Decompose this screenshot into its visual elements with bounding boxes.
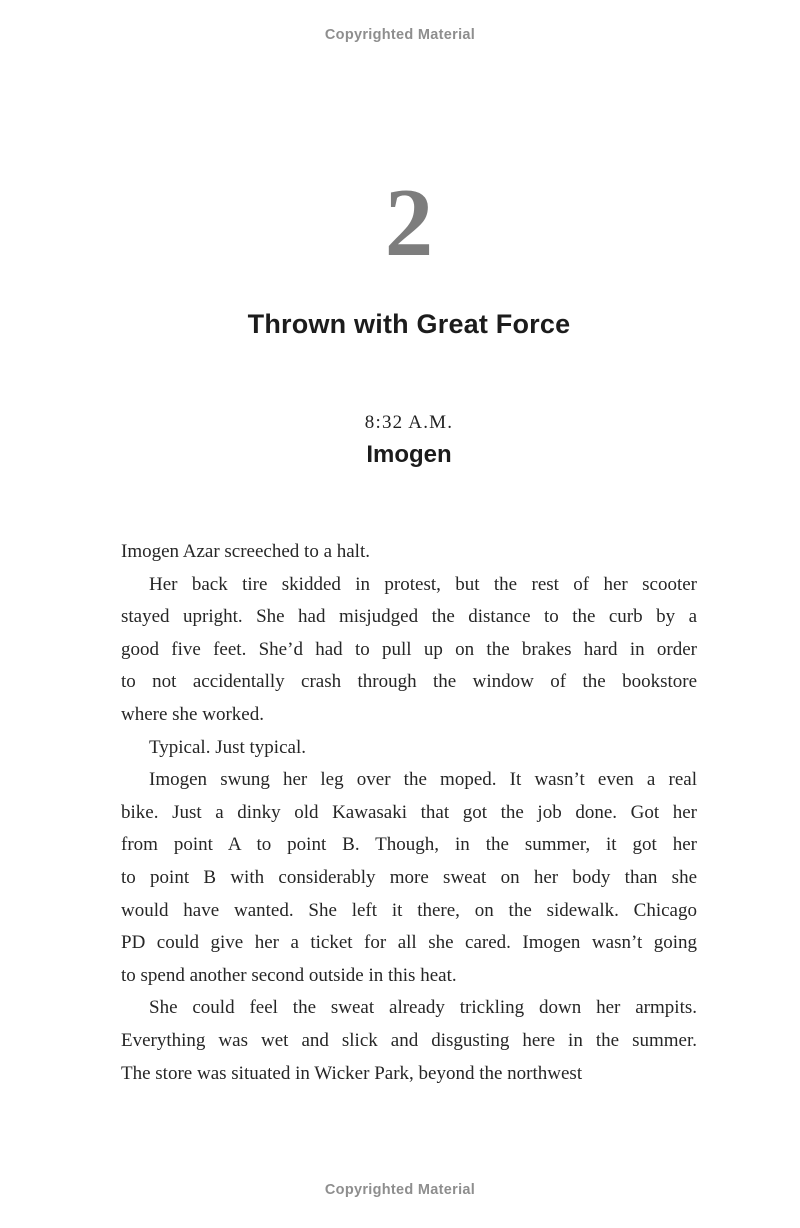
text-line: Typical. Just typical. [149, 736, 306, 758]
text-line: where she worked. [121, 703, 264, 725]
paragraph [121, 569, 697, 732]
text-line: Imogen Azar screeched to a halt. [121, 541, 370, 562]
paragraph [121, 536, 697, 569]
text-line: from point A to point B. Though, in the summer, it got her [121, 834, 697, 856]
paragraph [121, 764, 697, 992]
text-line: bike. Just a dinky old Kawasaki that got the job done. Got her [121, 801, 697, 823]
text-line: Imogen swung her leg over the moped. It wasn’t even a real [149, 769, 697, 791]
text-line: Her back tire skidded in protest, but the rest of her scooter [149, 573, 697, 595]
text-line: PD could give her a ticket for all she cared. Imogen wasn’t going [121, 932, 697, 954]
text-line: would have wanted. She left it there, on the sidewalk. Chicago [121, 899, 697, 921]
paragraph [121, 992, 697, 1090]
text-line: Everything was wet and slick and disgusting here in the summer. [121, 1029, 697, 1051]
chapter-number: 2 [384, 169, 434, 276]
chapter-title: Thrown with Great Force [247, 309, 571, 339]
text-line: good five feet. She’d had to pull up on the brakes hard in order [121, 638, 697, 660]
paragraph [121, 732, 697, 765]
text-line: to spend another second outside in this heat. [121, 964, 457, 986]
text-line: The store was situated in Wicker Park, beyond the northwest [121, 1062, 583, 1084]
text-line: to not accidentally crash through the window of the bookstore [121, 671, 697, 693]
copyright-notice-top: Copyrighted Material [324, 27, 476, 43]
pov-character-name: Imogen [366, 441, 452, 468]
body-text [121, 536, 697, 1090]
text-line: to point B with considerably more sweat on her body than she [121, 866, 697, 888]
scene-time: 8:32 A.M. [364, 412, 454, 433]
copyright-notice-bottom: Copyrighted Material [324, 1182, 476, 1198]
text-line: stayed upright. She had misjudged the distance to the curb by a [121, 606, 697, 628]
text-line: She could feel the sweat already trickling down her armpits. [149, 997, 697, 1019]
